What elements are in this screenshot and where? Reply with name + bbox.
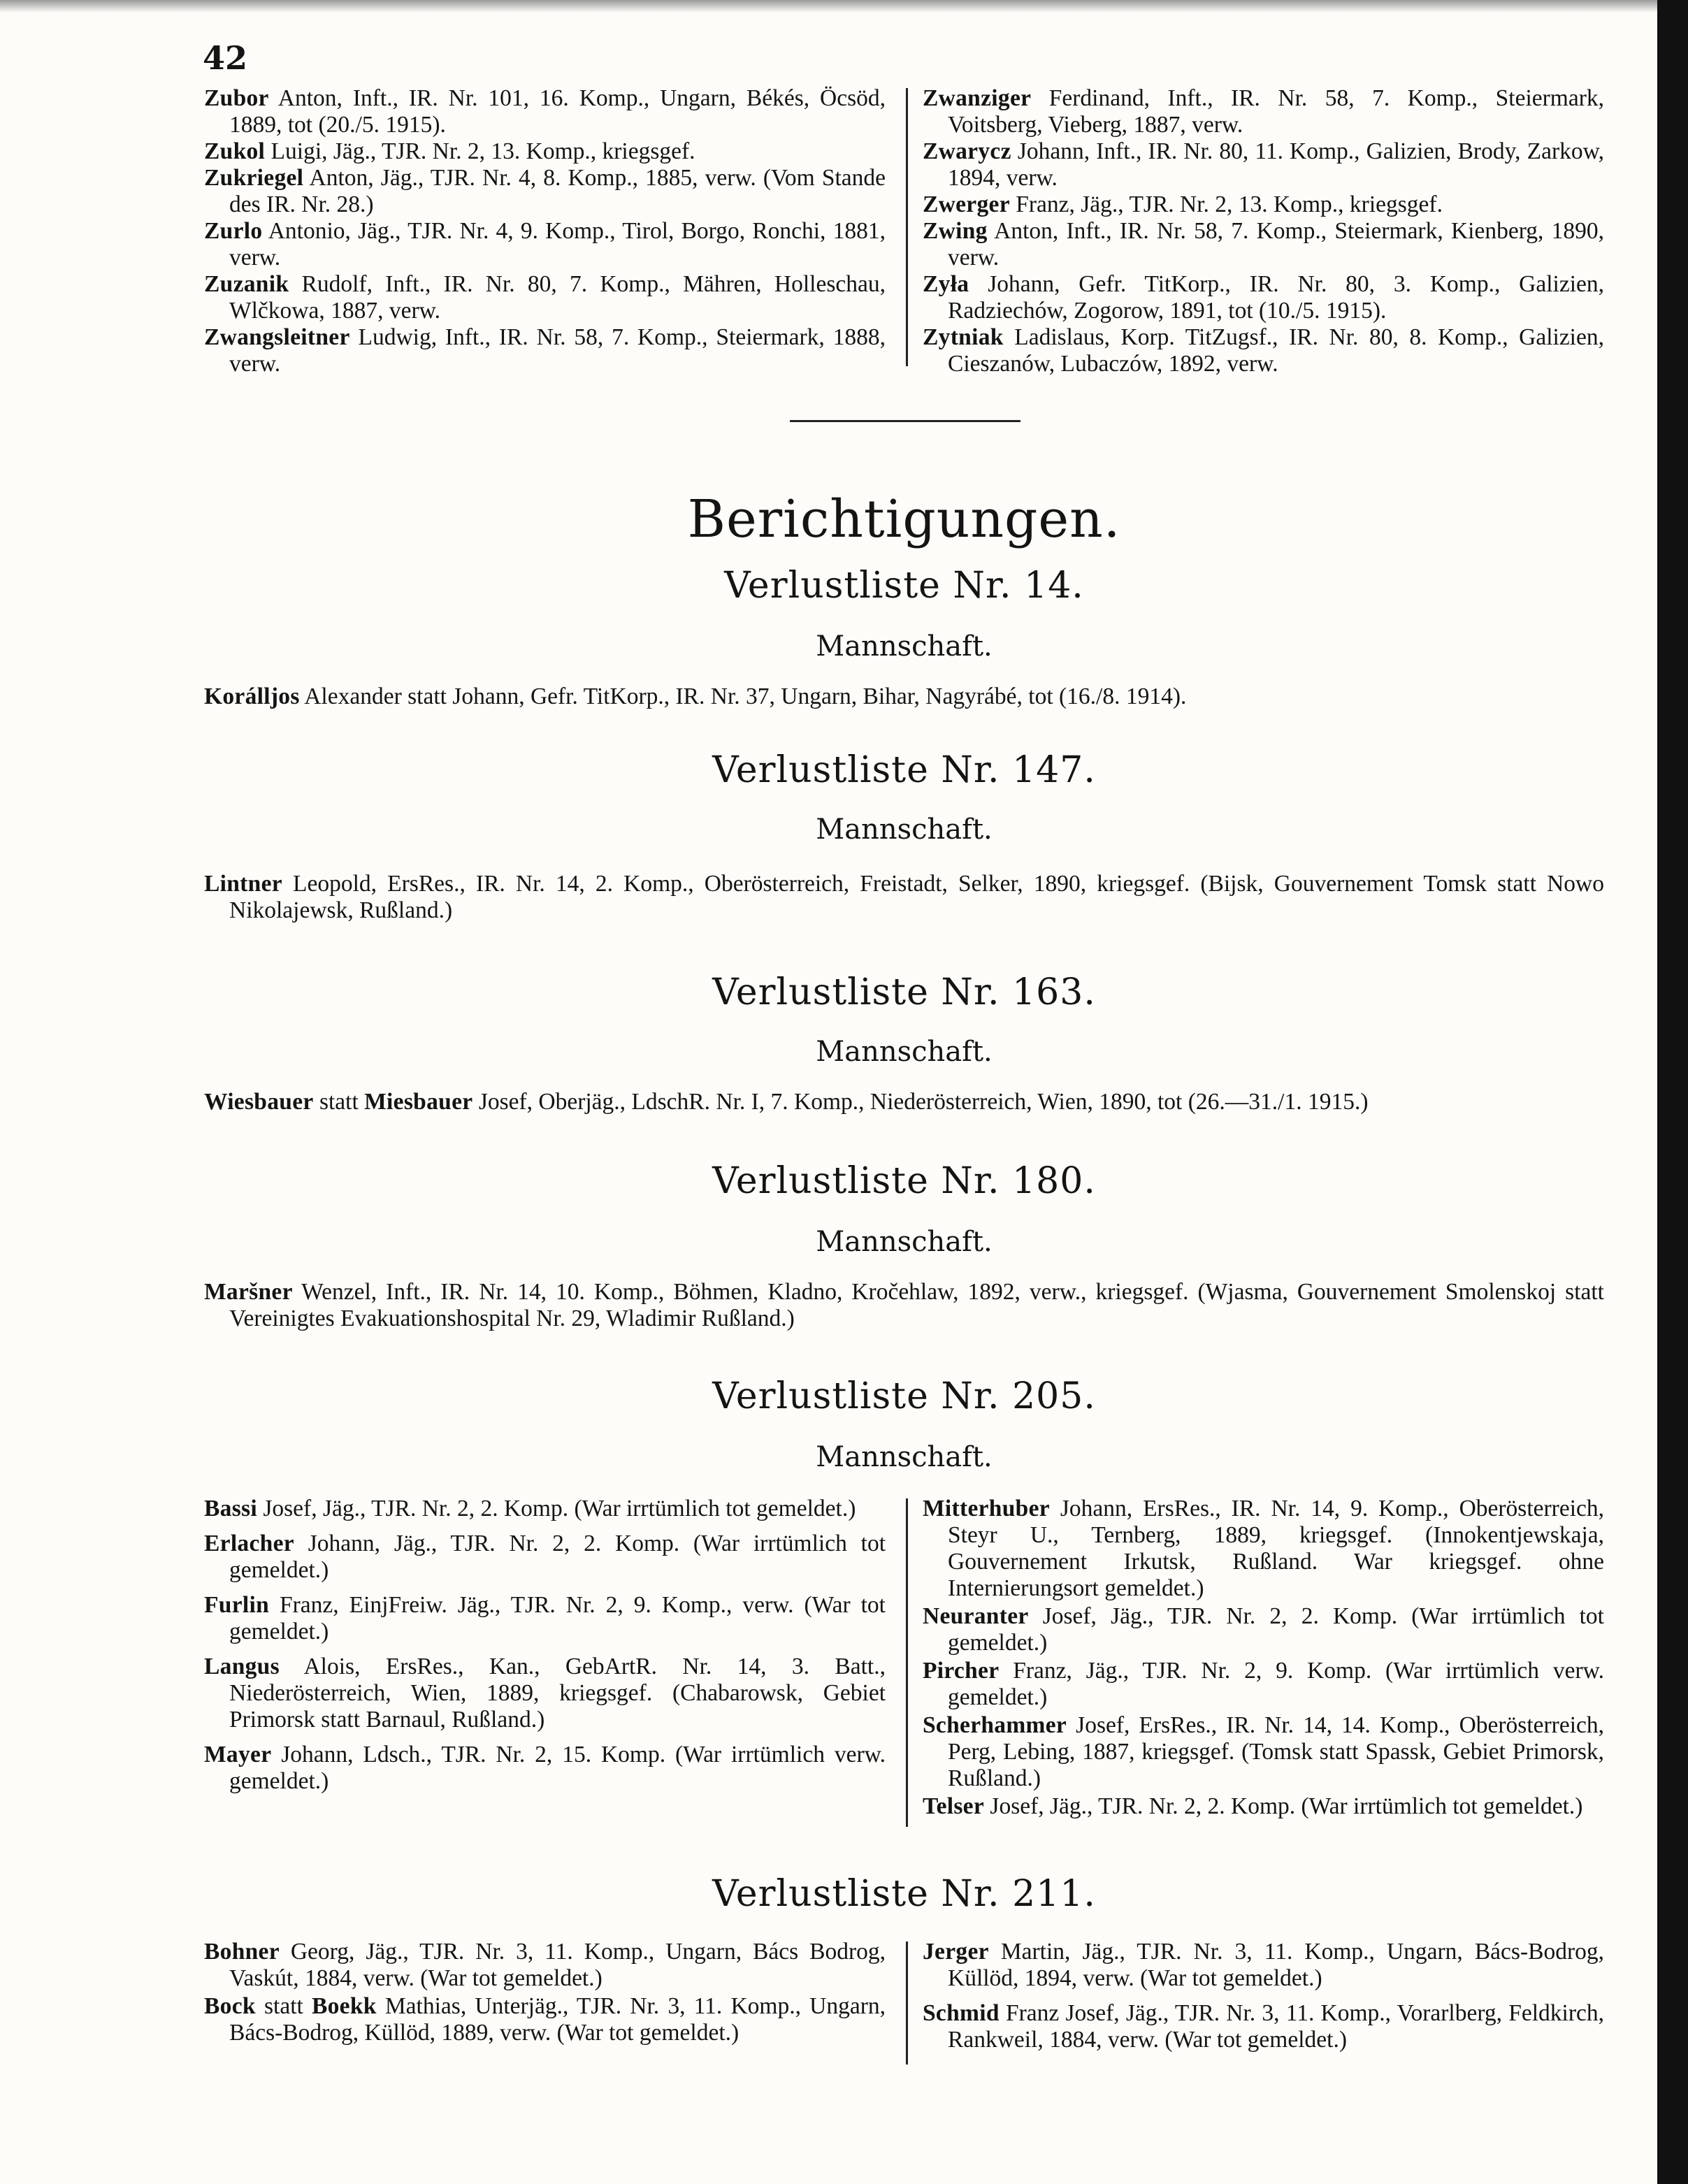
list-item: Zytniak Ladislaus, Korp. TitZugsf., IR. Nr. 80, 8. Komp., Galizien, Cieszanów, Lubaczów, 1892, verw.	[923, 324, 1604, 377]
list-item: Zwarycz Johann, Inft., IR. Nr. 80, 11. Komp., Galizien, Brody, Zarkow, 1894, verw.	[923, 138, 1604, 191]
column-divider	[906, 88, 908, 366]
list-heading-14: Verlustliste Nr. 14.	[724, 565, 1084, 607]
list-item: Mayer Johann, Ldsch., TJR. Nr. 2, 15. Komp. (War irrtümlich verw. gemeldet.)	[204, 1742, 886, 1794]
section-211-left-column	[204, 1939, 886, 2048]
list-item: Zurlo Antonio, Jäg., TJR. Nr. 4, 9. Komp., Tirol, Borgo, Ronchi, 1881, verw.	[204, 218, 886, 270]
list-item: Zwangsleitner Ludwig, Inft., IR. Nr. 58, 7. Komp., Steiermark, 1888, verw.	[204, 324, 886, 377]
list-item: Bohner Georg, Jäg., TJR. Nr. 3, 11. Komp., Ungarn, Bács Bodrog, Vaskút, 1884, verw. (War tot gemeldet.)	[204, 1939, 886, 1991]
list-item: Zyła Johann, Gefr. TitKorp., IR. Nr. 80, 3. Komp., Galizien, Radziechów, Zogorow, 1891, tot (10./5. 1915).	[923, 271, 1604, 324]
list-item: Scherhammer Josef, ErsRes., IR. Nr. 14, 14. Komp., Oberösterreich, Perg, Lebing, 1887, kriegsgef. (Tomsk statt Spassk, Gebiet Primorsk, Rußland.)	[923, 1712, 1604, 1791]
section-205-right-column	[923, 1496, 1604, 1821]
list-item: Erlacher Johann, Jäg., TJR. Nr. 2, 2. Komp. (War irrtümlich tot gemeldet.)	[204, 1531, 886, 1583]
subheading-147: Mannschaft.	[816, 813, 993, 846]
list-heading-163: Verlustliste Nr. 163.	[712, 971, 1096, 1013]
subheading-180: Mannschaft.	[816, 1226, 993, 1258]
section-211-right-column	[923, 1939, 1604, 2062]
list-item: Zukol Luigi, Jäg., TJR. Nr. 2, 13. Komp., kriegsgef.	[204, 138, 695, 164]
list-item: Mitterhuber Johann, ErsRes., IR. Nr. 14, 9. Komp., Oberösterreich, Steyr U., Ternberg, 1889, kriegsgef. (Innokentjewskaja, Gouvernement Irkutsk, Rußland. War kriegsgef. ohne Internierungsort gemeldet.)	[923, 1496, 1604, 1601]
list-item: Furlin Franz, EinjFreiw. Jäg., TJR. Nr. 2, 9. Komp., verw. (War tot gemeldet.)	[204, 1592, 886, 1644]
list-heading-147: Verlustliste Nr. 147.	[712, 749, 1096, 791]
list-item: Neuranter Josef, Jäg., TJR. Nr. 2, 2. Komp. (War irrtümlich tot gemeldet.)	[923, 1603, 1604, 1656]
section-14-body	[204, 684, 1604, 710]
subheading-163: Mannschaft.	[816, 1036, 993, 1068]
page-number: 42	[203, 39, 248, 77]
list-item: Pircher Franz, Jäg., TJR. Nr. 2, 9. Komp. (War irrtümlich verw. gemeldet.)	[923, 1658, 1604, 1710]
list-item: Schmid Franz Josef, Jäg., TJR. Nr. 3, 11. Komp., Vorarlberg, Feldkirch, Rankweil, 1884, verw. (War tot gemeldet.)	[923, 2000, 1604, 2053]
subheading-205: Mannschaft.	[816, 1441, 993, 1473]
list-item: Bock statt Boekk Mathias, Unterjäg., TJR. Nr. 3, 11. Komp., Ungarn, Bács-Bodrog, Küllöd, 1889, verw. (War tot gemeldet.)	[204, 1993, 886, 2046]
scan-top-shadow	[0, 0, 1657, 13]
list-heading-211: Verlustliste Nr. 211.	[712, 1873, 1096, 1915]
section-separator	[790, 420, 1020, 422]
list-item: Lintner Leopold, ErsRes., IR. Nr. 14, 2. Komp., Oberösterreich, Freistadt, Selker, 1890, kriegsgef. (Bijsk, Gouvernement Tomsk statt Nowo Nikolajewsk, Rußland.)	[204, 871, 1604, 923]
subheading-14: Mannschaft.	[816, 630, 993, 663]
list-item: Bassi Josef, Jäg., TJR. Nr. 2, 2. Komp. (War irrtümlich tot gemeldet.)	[204, 1496, 856, 1521]
list-item: Zubor Anton, Inft., IR. Nr. 101, 16. Komp., Ungarn, Békés, Öcsöd, 1889, tot (20./5. 1915).	[204, 85, 886, 138]
list-item: Zwanziger Ferdinand, Inft., IR. Nr. 58, 7. Komp., Steiermark, Voitsberg, Vieberg, 1887, verw.	[923, 85, 1604, 138]
column-divider	[906, 1941, 908, 2064]
page-title: Berichtigungen.	[687, 489, 1121, 549]
section-180-body	[204, 1279, 1604, 1332]
top-left-column	[204, 85, 886, 377]
list-item: Maršner Wenzel, Inft., IR. Nr. 14, 10. Komp., Böhmen, Kladno, Kročehlaw, 1892, verw., kriegsgef. (Wjasma, Gouvernement Smolenskoj statt Vereinigtes Evakuationshospital Nr. 29, Wladimir Rußland.)	[204, 1279, 1604, 1331]
scan-right-border	[1657, 0, 1688, 2184]
list-item: Zukriegel Anton, Jäg., TJR. Nr. 4, 8. Komp., 1885, verw. (Vom Stande des IR. Nr. 28.)	[204, 165, 886, 217]
section-205-left-column	[204, 1496, 886, 1803]
top-right-column	[923, 85, 1604, 377]
list-item: Langus Alois, ErsRes., Kan., GebArtR. Nr. 14, 3. Batt., Niederösterreich, Wien, 1889, kriegsgef. (Chabarowsk, Gebiet Primorsk statt Barnaul, Rußland.)	[204, 1654, 886, 1733]
list-item: Zwing Anton, Inft., IR. Nr. 58, 7. Komp., Steiermark, Kienberg, 1890, verw.	[923, 218, 1604, 270]
list-heading-205: Verlustliste Nr. 205.	[712, 1375, 1096, 1417]
section-163-body	[204, 1089, 1604, 1115]
list-heading-180: Verlustliste Nr. 180.	[712, 1160, 1096, 1202]
column-divider	[906, 1498, 908, 1827]
list-item: Zwerger Franz, Jäg., TJR. Nr. 2, 13. Komp., kriegsgef.	[923, 191, 1443, 217]
list-item: Wiesbauer statt Miesbauer Josef, Oberjäg., LdschR. Nr. I, 7. Komp., Niederösterreich, Wien, 1890, tot (26.—31./1. 1915.)	[204, 1089, 1369, 1115]
list-item: Telser Josef, Jäg., TJR. Nr. 2, 2. Komp. (War irrtümlich tot gemeldet.)	[923, 1793, 1583, 1819]
list-item: Jerger Martin, Jäg., TJR. Nr. 3, 11. Komp., Ungarn, Bács-Bodrog, Küllöd, 1894, verw. (War tot gemeldet.)	[923, 1939, 1604, 1991]
section-147-body	[204, 871, 1604, 924]
list-item: Zuzanik Rudolf, Inft., IR. Nr. 80, 7. Komp., Mähren, Holleschau, Wlčkowa, 1887, verw.	[204, 271, 886, 324]
list-item: Korálljos Alexander statt Johann, Gefr. TitKorp., IR. Nr. 37, Ungarn, Bihar, Nagyrábé, tot (16./8. 1914).	[204, 684, 1187, 709]
